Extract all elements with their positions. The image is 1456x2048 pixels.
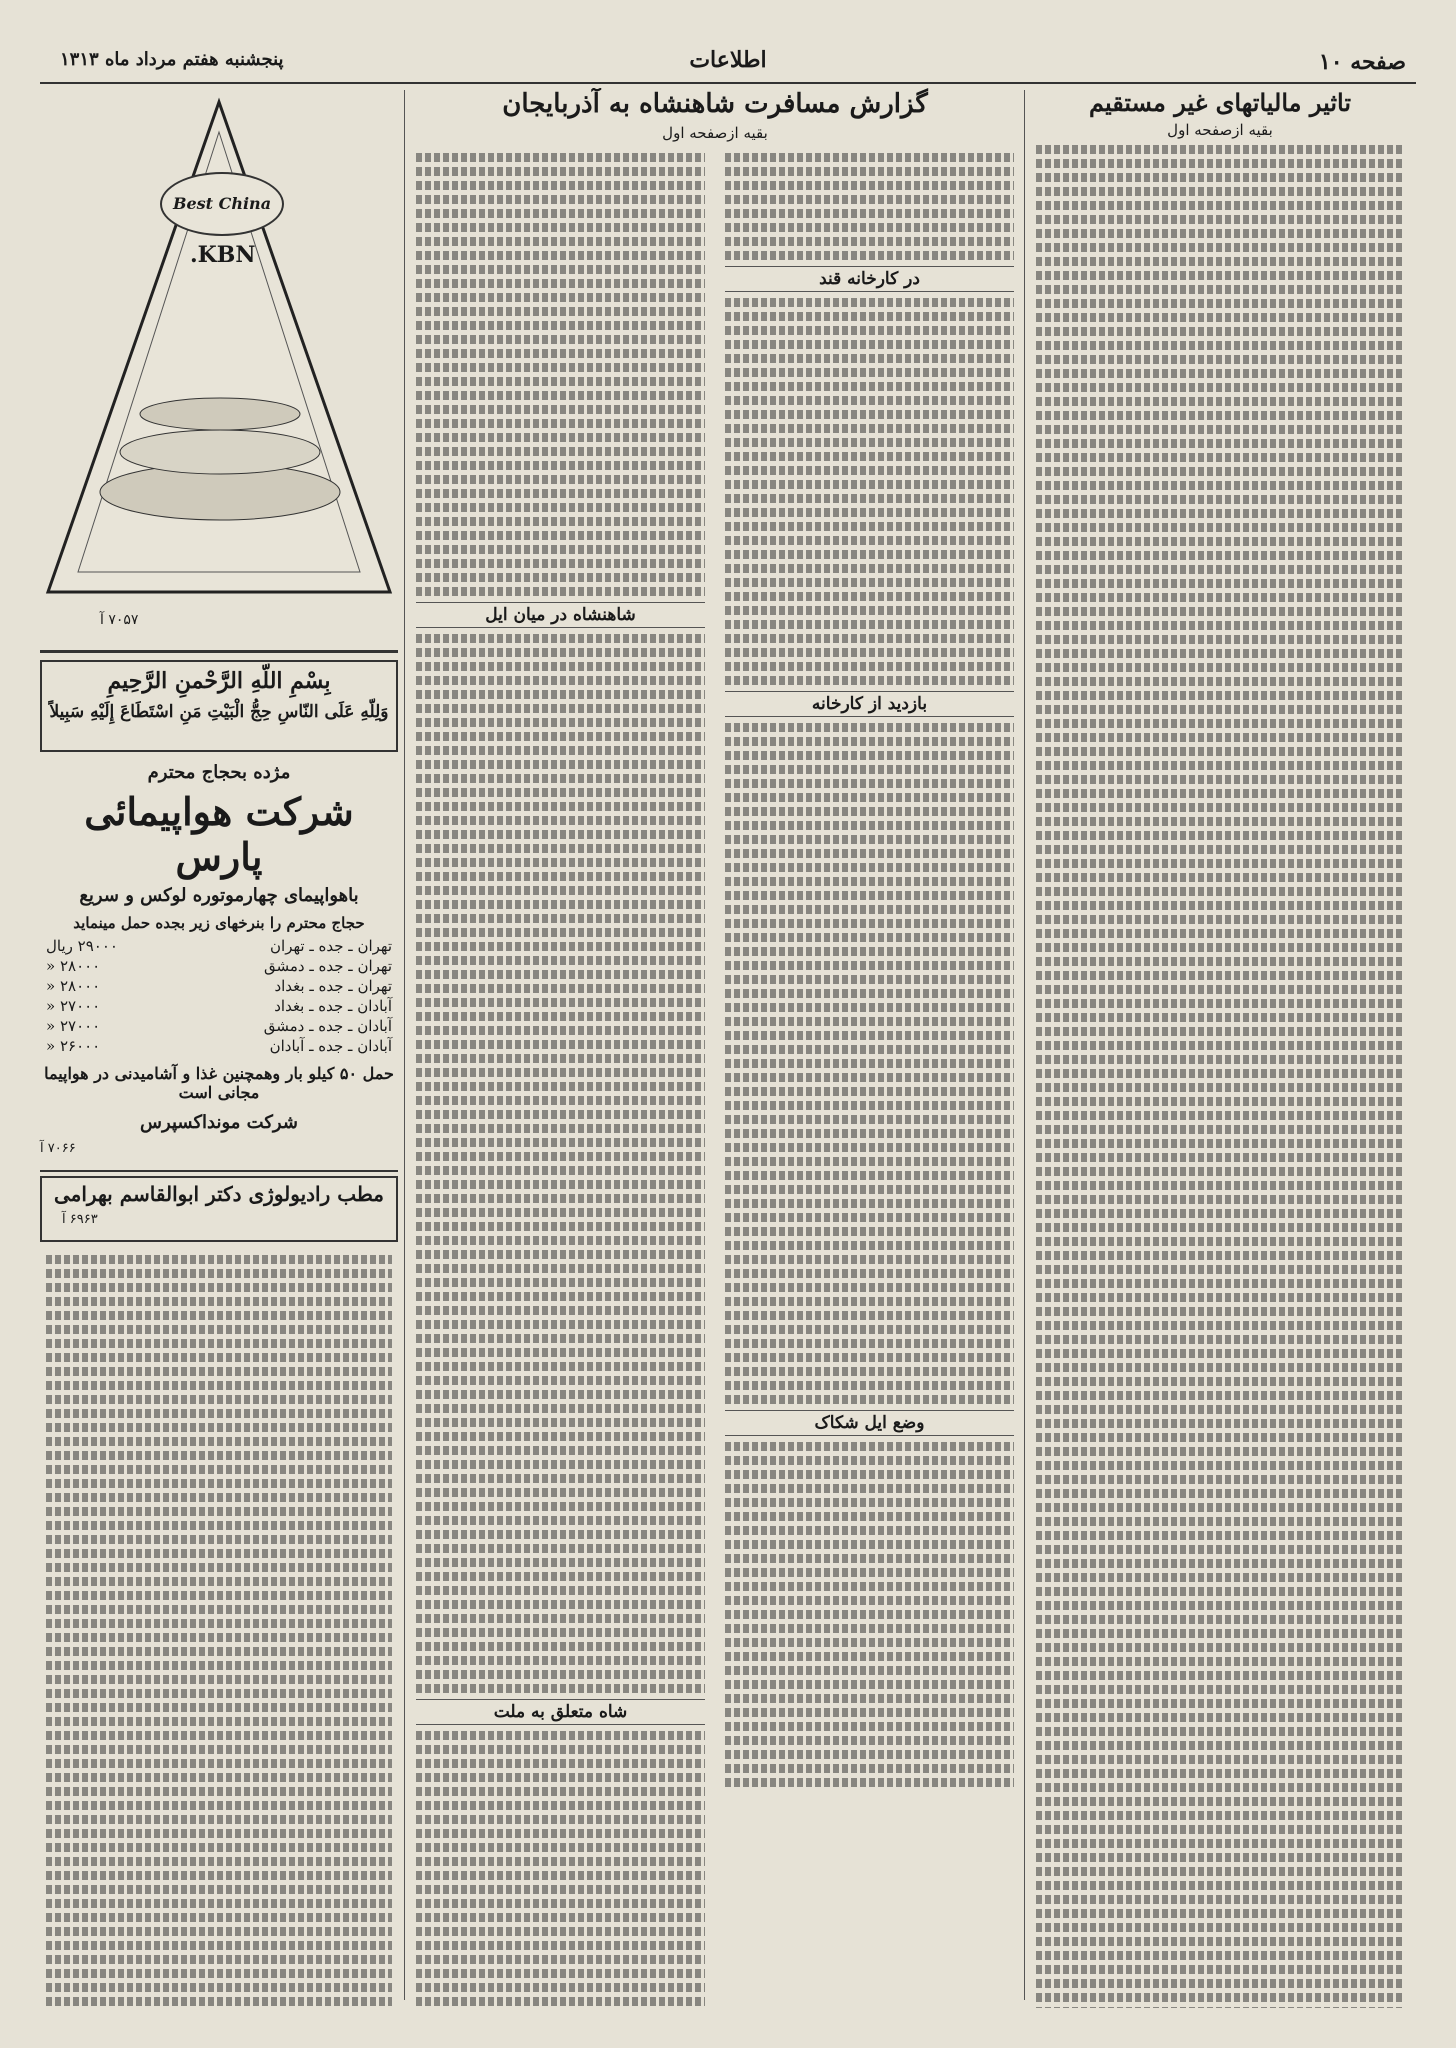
- ad-divider: [40, 1170, 398, 1172]
- ad-code: ۷۰۵۷ آ: [100, 612, 139, 628]
- table-row: تهران ـ جده ـ دمشق ۲۸۰۰۰ «: [46, 957, 392, 975]
- basmala-ad: [40, 660, 398, 752]
- article-title: تاثیر مالیاتهای غیر مستقیم: [1089, 88, 1351, 117]
- agency-name: شرکت مونداکسپرس: [140, 1112, 298, 1133]
- ad-code: ۷۰۶۶ آ: [40, 1141, 76, 1156]
- table-row: آبادان ـ جده ـ آبادان ۲۶۰۰۰ «: [46, 1037, 392, 1055]
- table-row: آبادان ـ جده ـ بغداد ۲۷۰۰۰ «: [46, 997, 392, 1015]
- quran-verse: وَلِلّهِ عَلَی النّاسِ حِجُّ الْبَیْتِ مَنِ اسْتَطَاعَ إِلَیْهِ سَبِیلاً: [49, 702, 389, 722]
- table-row: آبادان ـ جده ـ دمشق ۲۷۰۰۰ «: [46, 1017, 392, 1035]
- brand-mark: KBN.: [190, 242, 256, 268]
- brand-badge: Best China: [160, 172, 284, 236]
- radiology-ad: [40, 1176, 398, 1242]
- paper-name: اطلاعات: [689, 47, 767, 73]
- continued-note: بقیه ازصفحه اول: [1167, 121, 1273, 139]
- article-indirect-taxes: [1030, 88, 1410, 2008]
- table-row: تهران ـ جده ـ بغداد ۲۸۰۰۰ «: [46, 977, 392, 995]
- continued-note: بقیه ازصفحه اول: [662, 123, 768, 142]
- basmala-line: بِسْمِ اللّهِ الرَّحْمنِ الرَّحِیمِ: [107, 668, 331, 694]
- china-ad: [40, 92, 398, 644]
- ad-divider: [40, 650, 398, 653]
- article-royal-trip: [410, 88, 1020, 2008]
- fares-title: حجاج محترم را بنرخهای زیر بجده حمل مینماید: [73, 914, 365, 932]
- article-body-lines: [719, 148, 1020, 2009]
- issue-date: پنجشنبه هفتم مرداد ماه ۱۳۱۳: [60, 49, 284, 70]
- airline-ad: [40, 762, 398, 1162]
- article-body-lines: [410, 148, 711, 2009]
- page-header: [0, 45, 1456, 79]
- article-body-lines: [1030, 145, 1410, 2008]
- article-continuation: [40, 1250, 398, 2008]
- section-subhead: شاه متعلق به ملت: [416, 1699, 705, 1725]
- header-rule: [40, 82, 1416, 84]
- section-subhead: وضع ایل شکاک: [725, 1410, 1014, 1436]
- page-number: صفحه ۱۰: [1318, 49, 1406, 75]
- airline-tagline: باهواپیمای چهارموتوره لوکس و سریع: [79, 885, 359, 906]
- column-divider: [1024, 90, 1025, 2000]
- table-row: تهران ـ جده ـ تهران ۲۹۰۰۰ ریال: [46, 937, 392, 955]
- airline-intro: مژده بحجاج محترم: [147, 762, 291, 783]
- airline-name: شرکت هواپیمائی پارس: [84, 789, 354, 879]
- airline-extra: حمل ۵۰ کیلو بار وهمچنین غذا و آشامیدنی در هواپیما مجانی است: [44, 1064, 394, 1102]
- section-subhead: بازدید از کارخانه: [725, 691, 1014, 717]
- ad-code: ۶۹۶۳ آ: [62, 1212, 98, 1227]
- column-divider: [404, 90, 405, 2000]
- fares-table: [40, 936, 398, 1056]
- section-subhead: در کارخانه قند: [725, 266, 1014, 292]
- section-subhead: شاهنشاه در میان ایل: [416, 602, 705, 628]
- article-title: گزارش مسافرت شاهنشاه به آذربایجان: [502, 89, 928, 119]
- radiology-title: مطب رادیولوژی دکتر ابوالقاسم بهرامی: [53, 1182, 384, 1206]
